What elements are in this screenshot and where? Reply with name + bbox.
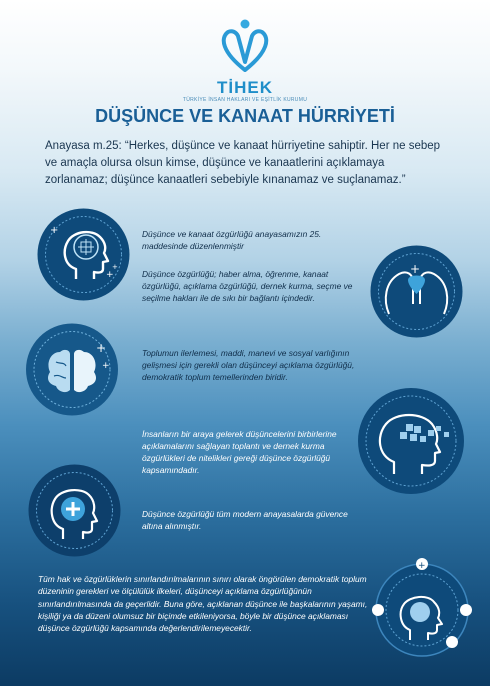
svg-text:+: + xyxy=(50,225,59,236)
item-text-5: Düşünce özgürlüğü tüm modern anayasalarda güvence altına alınmıştır. xyxy=(142,509,348,531)
item-text-3: Toplumun ilerlemesi, maddi, manevi ve sosyal varlığının gelişmesi için gerekli olan düşünceyi açıklama özgürlüğü, demokratik toplum temellerinden biridir. xyxy=(142,348,355,382)
item-text-2: Düşünce özgürlüğü; haber alma, öğrenme, kanaat özgürlüğü, açıklama özgürlüğü, dernek kurma, seçme ve seçilme hakları ile de sıkı bir bağlantı içindedir. xyxy=(142,269,353,303)
brand-name: TİHEK xyxy=(217,78,273,97)
head-maze-icon xyxy=(36,207,131,302)
intro-quote: Anayasa m.25: “Herkes, düşünce ve kanaat hürriyetine sahiptir. Her ne sebep ve amaçla olursa olsun kimse, düşünce ve kanaatlerini açıklamaya zorlanamaz; düşünce kanaatleri sebebiyle kınanamaz ve suçlanamaz.” xyxy=(45,140,441,186)
head-ideas-icon xyxy=(369,244,464,339)
logo-heart-icon xyxy=(218,18,272,74)
svg-text:+: + xyxy=(410,262,421,276)
svg-text:+: + xyxy=(102,361,110,371)
page-title: DÜŞÜNCE VE KANAAT HÜRRİYETİ xyxy=(95,106,395,126)
brain-plus-icon xyxy=(22,322,122,417)
item-text-4: İnsanların bir araya gelerek düşüncelerini birbirlerine açıklamalarını sağlayan toplantı ve dernek kurma özgürlükleri de nitelikleri gereği düşünce özgürlüğü kapsamındadır. xyxy=(142,429,337,475)
brand-subtitle: TÜRKİYE İNSAN HAKLARI VE EŞİTLİK KURUMU xyxy=(182,97,308,103)
svg-text:+: + xyxy=(418,561,426,571)
svg-text:+: + xyxy=(106,270,114,280)
svg-text:+: + xyxy=(96,341,107,355)
head-plus-icon xyxy=(27,463,122,558)
item-text-1: Düşünce ve kanaat özgürlüğü anayasamızın 25. maddesinde düzenlenmiştir xyxy=(142,229,322,251)
brain-rights-icon xyxy=(372,560,472,660)
svg-text:+: + xyxy=(112,263,118,271)
head-puzzle-icon xyxy=(356,386,466,496)
closing-paragraph: Tüm hak ve özgürlüklerin sınırlandırılmalarının sınırı olarak öngörülen demokratik toplum düzeninin gerekleri ve ölçülülük ilkeleri, düşünceyi açıklama özgürlüğünün sınırlandırılmasında da geçerlidir. Buna göre, açıklanan düşünce ile başkalarının yaşamı, kişiliği ya da düzeni olumsuz bir biçimde etkileniyorsa, böyle bir düşünce açıklaması düşünce özgürlüğü kapsamında değerlendirilemeyecektir. xyxy=(38,574,368,634)
logo xyxy=(218,18,272,74)
